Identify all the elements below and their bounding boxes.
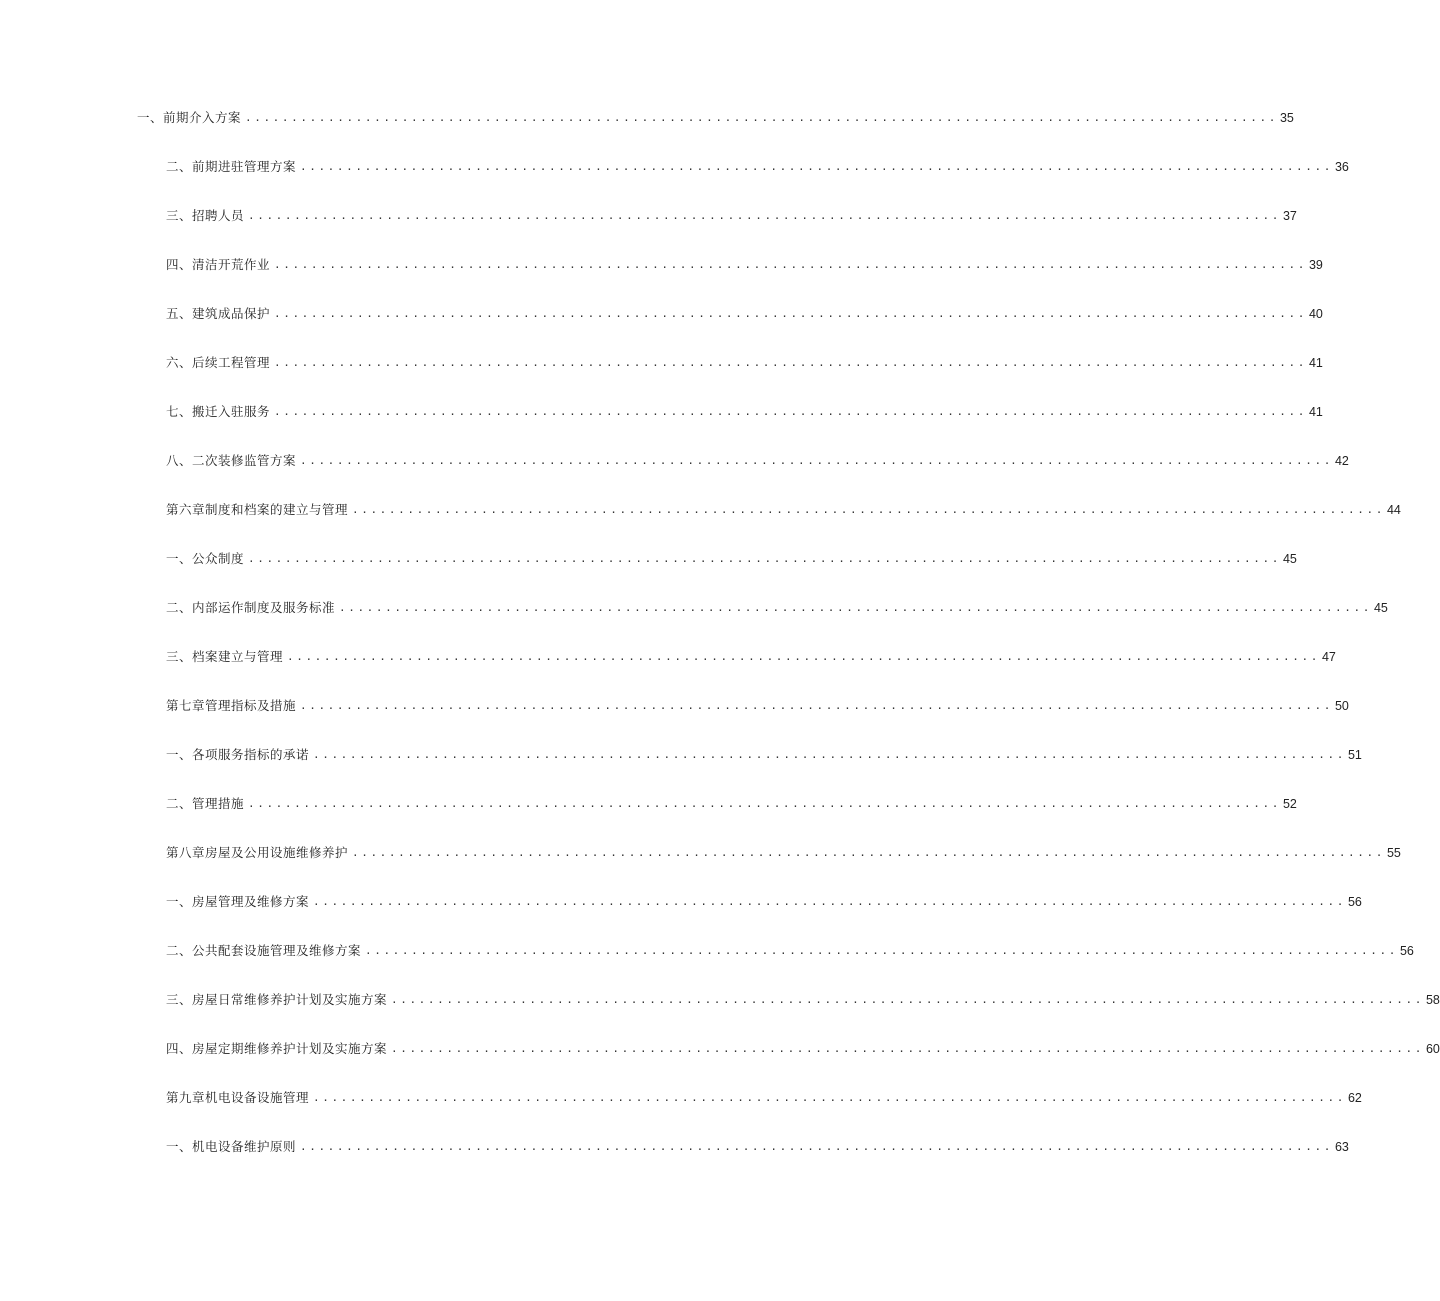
toc-entry-page: 47: [1321, 650, 1336, 664]
toc-leader-dots: ................................................................................................................: [300, 699, 1333, 712]
toc-entry[interactable]: [166, 696, 1349, 716]
toc-leader-dots: ................................................................................................................: [274, 258, 1307, 271]
toc-leader-dots: ................................................................................................................: [274, 405, 1307, 418]
toc-entry-page: 39: [1308, 258, 1323, 272]
toc-entry[interactable]: [137, 108, 1294, 128]
toc-entry-page: 52: [1282, 797, 1297, 811]
toc-leader-dots: ................................................................................................................: [365, 944, 1398, 957]
toc-entry[interactable]: [166, 255, 1323, 275]
toc-leader-dots: ................................................................................................................: [274, 307, 1307, 320]
toc-leader-dots: ................................................................................................................: [300, 160, 1333, 173]
toc-leader-dots: ................................................................................................................: [300, 454, 1333, 467]
toc-entry-title: 五、建筑成品保护: [166, 306, 271, 321]
toc-entry-title: 八、二次装修监管方案: [166, 453, 297, 468]
toc-entry-page: 41: [1308, 356, 1323, 370]
toc-entry-page: 50: [1334, 699, 1349, 713]
toc-entry-page: 45: [1282, 552, 1297, 566]
toc-entry-page: 45: [1373, 601, 1388, 615]
toc-entry-title: 一、公众制度: [166, 551, 245, 566]
toc-entry[interactable]: [166, 500, 1401, 520]
toc-entry-page: 62: [1347, 1091, 1362, 1105]
toc-entry-title: 第七章管理指标及措施: [166, 698, 297, 713]
toc-entry-title: 三、房屋日常维修养护计划及实施方案: [166, 992, 388, 1007]
toc-entry-page: 63: [1334, 1140, 1349, 1154]
toc-leader-dots: ................................................................................................................: [352, 503, 1385, 516]
toc-entry-title: 二、管理措施: [166, 796, 245, 811]
toc-entry[interactable]: [166, 451, 1349, 471]
toc-entry[interactable]: [166, 990, 1440, 1010]
toc-entry-page: 40: [1308, 307, 1323, 321]
toc-entry[interactable]: [166, 843, 1401, 863]
toc-entry[interactable]: [166, 353, 1323, 373]
toc-entry-title: 第九章机电设备设施管理: [166, 1090, 310, 1105]
toc-entry-page: 56: [1399, 944, 1414, 958]
toc-leader-dots: ................................................................................................................: [391, 993, 1424, 1006]
toc-leader-dots: ................................................................................................................: [287, 650, 1320, 663]
toc-entry-page: 35: [1279, 111, 1294, 125]
toc-leader-dots: ................................................................................................................: [313, 748, 1346, 761]
toc-leader-dots: ................................................................................................................: [339, 601, 1372, 614]
toc-leader-dots: ................................................................................................................: [391, 1042, 1424, 1055]
toc-entry-title: 四、清洁开荒作业: [166, 257, 271, 272]
toc-entry[interactable]: [166, 1137, 1349, 1157]
toc-entry[interactable]: [166, 402, 1323, 422]
toc-leader-dots: ................................................................................................................: [248, 209, 1281, 222]
toc-leader-dots: ................................................................................................................: [274, 356, 1307, 369]
toc-entry-title: 第八章房屋及公用设施维修养护: [166, 845, 349, 860]
toc-entry[interactable]: [166, 647, 1336, 667]
toc-entry-title: 一、前期介入方案: [137, 110, 242, 125]
toc-entry-title: 二、内部运作制度及服务标准: [166, 600, 336, 615]
toc-entry-title: 第六章制度和档案的建立与管理: [166, 502, 349, 517]
toc-entry[interactable]: [166, 206, 1297, 226]
toc-entry[interactable]: [166, 892, 1362, 912]
toc-entry[interactable]: [166, 304, 1323, 324]
toc-entry-page: 37: [1282, 209, 1297, 223]
toc-entry-title: 二、前期进驻管理方案: [166, 159, 297, 174]
toc-entry-page: 41: [1308, 405, 1323, 419]
toc-entry-title: 三、招聘人员: [166, 208, 245, 223]
toc-entry-title: 三、档案建立与管理: [166, 649, 284, 664]
toc-entry-title: 一、机电设备维护原则: [166, 1139, 297, 1154]
toc-entry-page: 51: [1347, 748, 1362, 762]
toc-entry-title: 四、房屋定期维修养护计划及实施方案: [166, 1041, 388, 1056]
toc-entry[interactable]: [166, 1039, 1440, 1059]
toc-entry[interactable]: [166, 157, 1349, 177]
toc-entry-title: 七、搬迁入驻服务: [166, 404, 271, 419]
toc-entry[interactable]: [166, 745, 1362, 765]
toc-entry-page: 60: [1425, 1042, 1440, 1056]
toc-leader-dots: ................................................................................................................: [313, 1091, 1346, 1104]
toc-entry-page: 56: [1347, 895, 1362, 909]
toc-entry[interactable]: [166, 549, 1297, 569]
toc-leader-dots: ................................................................................................................: [248, 797, 1281, 810]
toc-entry-title: 一、房屋管理及维修方案: [166, 894, 310, 909]
toc-entry-page: 44: [1386, 503, 1401, 517]
toc-entry-page: 36: [1334, 160, 1349, 174]
toc-leader-dots: ................................................................................................................: [248, 552, 1281, 565]
toc-entry-title: 六、后续工程管理: [166, 355, 271, 370]
toc-leader-dots: ................................................................................................................: [313, 895, 1346, 908]
toc-entry-page: 58: [1425, 993, 1440, 1007]
toc-leader-dots: ................................................................................................................: [300, 1140, 1333, 1153]
toc-leader-dots: ................................................................................................................: [245, 111, 1278, 124]
toc-leader-dots: ................................................................................................................: [352, 846, 1385, 859]
toc-entry-title: 一、各项服务指标的承诺: [166, 747, 310, 762]
toc-entry-page: 42: [1334, 454, 1349, 468]
toc-entry-page: 55: [1386, 846, 1401, 860]
toc-entry-title: 二、公共配套设施管理及维修方案: [166, 943, 362, 958]
toc-entry[interactable]: [166, 941, 1414, 961]
toc-entry[interactable]: [166, 794, 1297, 814]
toc-entry[interactable]: [166, 1088, 1362, 1108]
toc-entry[interactable]: [166, 598, 1388, 618]
